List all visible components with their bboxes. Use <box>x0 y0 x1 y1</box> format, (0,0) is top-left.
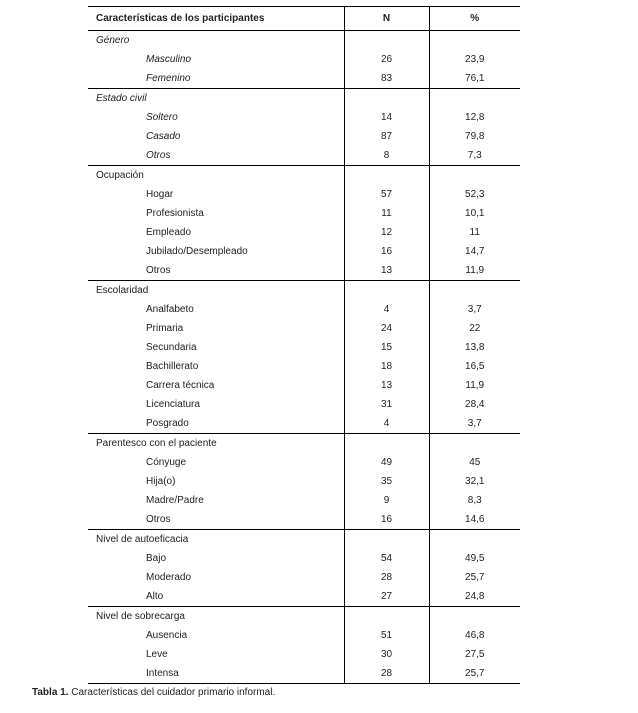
header-n: N <box>344 7 429 31</box>
row-label: Intensa <box>88 664 344 684</box>
section-row <box>88 434 520 454</box>
table-row <box>88 319 520 338</box>
section-row <box>88 31 520 51</box>
section-row <box>88 89 520 109</box>
section-title: Género <box>88 31 344 51</box>
table-row <box>88 376 520 395</box>
table-row <box>88 472 520 491</box>
row-percent: 12,8 <box>429 108 520 127</box>
caption-label: Tabla 1. <box>32 687 69 698</box>
row-n: 87 <box>344 127 429 146</box>
row-label: Bachillerato <box>146 361 199 372</box>
table-row <box>88 587 520 607</box>
row-n: 8 <box>344 146 429 166</box>
row-n: 26 <box>344 50 429 69</box>
section-n-cell <box>344 166 429 186</box>
row-percent: 28,4 <box>429 395 520 414</box>
row-percent: 24,8 <box>429 587 520 607</box>
caption-text: Características del cuidador primario informal. <box>68 687 276 698</box>
table-row <box>88 204 520 223</box>
table-row <box>88 261 520 281</box>
table-row <box>88 108 520 127</box>
row-n: 57 <box>344 185 429 204</box>
row-percent: 3,7 <box>429 414 520 434</box>
row-n: 12 <box>344 223 429 242</box>
table-row <box>88 127 520 146</box>
row-percent: 45 <box>429 453 520 472</box>
row-n: 54 <box>344 549 429 568</box>
table-row <box>88 626 520 645</box>
table-row <box>88 510 520 530</box>
row-percent: 8,3 <box>429 491 520 510</box>
row-n: 24 <box>344 319 429 338</box>
row-percent: 16,5 <box>429 357 520 376</box>
row-label: Otros <box>146 514 171 525</box>
row-percent: 3,7 <box>429 300 520 319</box>
section-row <box>88 530 520 550</box>
table-row <box>88 549 520 568</box>
row-label: Primaria <box>146 323 184 334</box>
section-title: Estado civil <box>88 89 344 109</box>
table-row <box>88 338 520 357</box>
row-n: 14 <box>344 108 429 127</box>
row-label: Casado <box>146 131 181 142</box>
section-title: Parentesco con el paciente <box>88 434 344 454</box>
row-label: Profesionista <box>146 208 204 219</box>
row-percent: 46,8 <box>429 626 520 645</box>
row-label: Hija(o) <box>146 476 176 487</box>
row-label: Bajo <box>146 553 167 564</box>
row-n: 28 <box>344 664 429 684</box>
row-n: 13 <box>344 376 429 395</box>
section-n-cell <box>344 281 429 301</box>
row-percent: 23,9 <box>429 50 520 69</box>
row-label: Alto <box>146 591 164 602</box>
row-label: Carrera técnica <box>146 380 215 391</box>
row-percent: 7,3 <box>429 146 520 166</box>
row-label: Leve <box>146 649 168 660</box>
section-pct-cell <box>429 607 520 627</box>
row-n: 18 <box>344 357 429 376</box>
table-row <box>88 664 520 684</box>
row-n: 28 <box>344 568 429 587</box>
section-row <box>88 166 520 186</box>
section-pct-cell <box>429 31 520 51</box>
row-percent: 79,8 <box>429 127 520 146</box>
row-n: 16 <box>344 510 429 530</box>
section-title: Nivel de sobrecarga <box>88 607 344 627</box>
row-n: 4 <box>344 414 429 434</box>
row-label: Femenino <box>146 73 191 84</box>
section-pct-cell <box>429 281 520 301</box>
row-n: 83 <box>344 69 429 89</box>
row-n: 13 <box>344 261 429 281</box>
table-row <box>88 414 520 434</box>
row-n: 35 <box>344 472 429 491</box>
table-row <box>88 242 520 261</box>
section-n-cell <box>344 89 429 109</box>
row-percent: 25,7 <box>429 568 520 587</box>
section-pct-cell <box>429 166 520 186</box>
section-pct-cell <box>429 89 520 109</box>
table-row <box>88 491 520 510</box>
table-row <box>88 568 520 587</box>
row-percent: 13,8 <box>429 338 520 357</box>
table-caption <box>32 687 275 698</box>
row-n: 4 <box>344 300 429 319</box>
row-label: Empleado <box>146 227 192 238</box>
table-row <box>88 69 520 89</box>
row-percent: 11,9 <box>429 376 520 395</box>
row-n: 11 <box>344 204 429 223</box>
table-row <box>88 300 520 319</box>
row-label: Secundaria <box>146 342 197 353</box>
row-label: Otros <box>146 265 171 276</box>
section-pct-cell <box>429 434 520 454</box>
row-percent: 11,9 <box>429 261 520 281</box>
row-label: Licenciatura <box>146 399 200 410</box>
row-label: Ausencia <box>146 630 188 641</box>
row-label: Otros <box>146 150 171 161</box>
row-label: Moderado <box>146 572 192 583</box>
row-percent: 11 <box>429 223 520 242</box>
row-label: Masculino <box>146 54 192 65</box>
row-n: 27 <box>344 587 429 607</box>
table-body <box>88 31 520 684</box>
row-percent: 27,5 <box>429 645 520 664</box>
section-row <box>88 607 520 627</box>
section-n-cell <box>344 530 429 550</box>
row-percent: 14,7 <box>429 242 520 261</box>
table-row <box>88 50 520 69</box>
row-n: 9 <box>344 491 429 510</box>
section-pct-cell <box>429 530 520 550</box>
row-n: 49 <box>344 453 429 472</box>
participants-table <box>88 6 520 684</box>
row-percent: 52,3 <box>429 185 520 204</box>
table-row <box>88 146 520 166</box>
row-label: Analfabeto <box>146 304 194 315</box>
row-percent: 32,1 <box>429 472 520 491</box>
header-percent: % <box>429 7 520 31</box>
row-label: Hogar <box>146 189 174 200</box>
section-title: Escolaridad <box>88 281 344 301</box>
row-n: 15 <box>344 338 429 357</box>
section-n-cell <box>344 434 429 454</box>
row-n: 51 <box>344 626 429 645</box>
row-percent: 14,6 <box>429 510 520 530</box>
row-n: 31 <box>344 395 429 414</box>
table-row <box>88 185 520 204</box>
row-percent: 10,1 <box>429 204 520 223</box>
row-label: Madre/Padre <box>146 495 204 506</box>
row-percent: 49,5 <box>429 549 520 568</box>
row-percent: 25,7 <box>429 664 520 684</box>
section-n-cell <box>344 31 429 51</box>
row-label: Cónyuge <box>146 457 187 468</box>
section-title: Ocupación <box>88 166 344 186</box>
row-n: 30 <box>344 645 429 664</box>
row-label: Jubilado/Desempleado <box>146 246 248 257</box>
row-percent: 76,1 <box>429 69 520 89</box>
row-n: 16 <box>344 242 429 261</box>
table-row <box>88 223 520 242</box>
row-label: Soltero <box>146 112 178 123</box>
section-n-cell <box>344 607 429 627</box>
table-row <box>88 645 520 664</box>
table-row <box>88 395 520 414</box>
row-label: Posgrado <box>146 418 189 429</box>
table-row <box>88 453 520 472</box>
section-title: Nivel de autoeficacia <box>88 530 344 550</box>
table-header-row <box>88 7 520 31</box>
header-characteristics: Características de los participantes <box>88 7 344 31</box>
row-percent: 22 <box>429 319 520 338</box>
table-row <box>88 357 520 376</box>
section-row <box>88 281 520 301</box>
